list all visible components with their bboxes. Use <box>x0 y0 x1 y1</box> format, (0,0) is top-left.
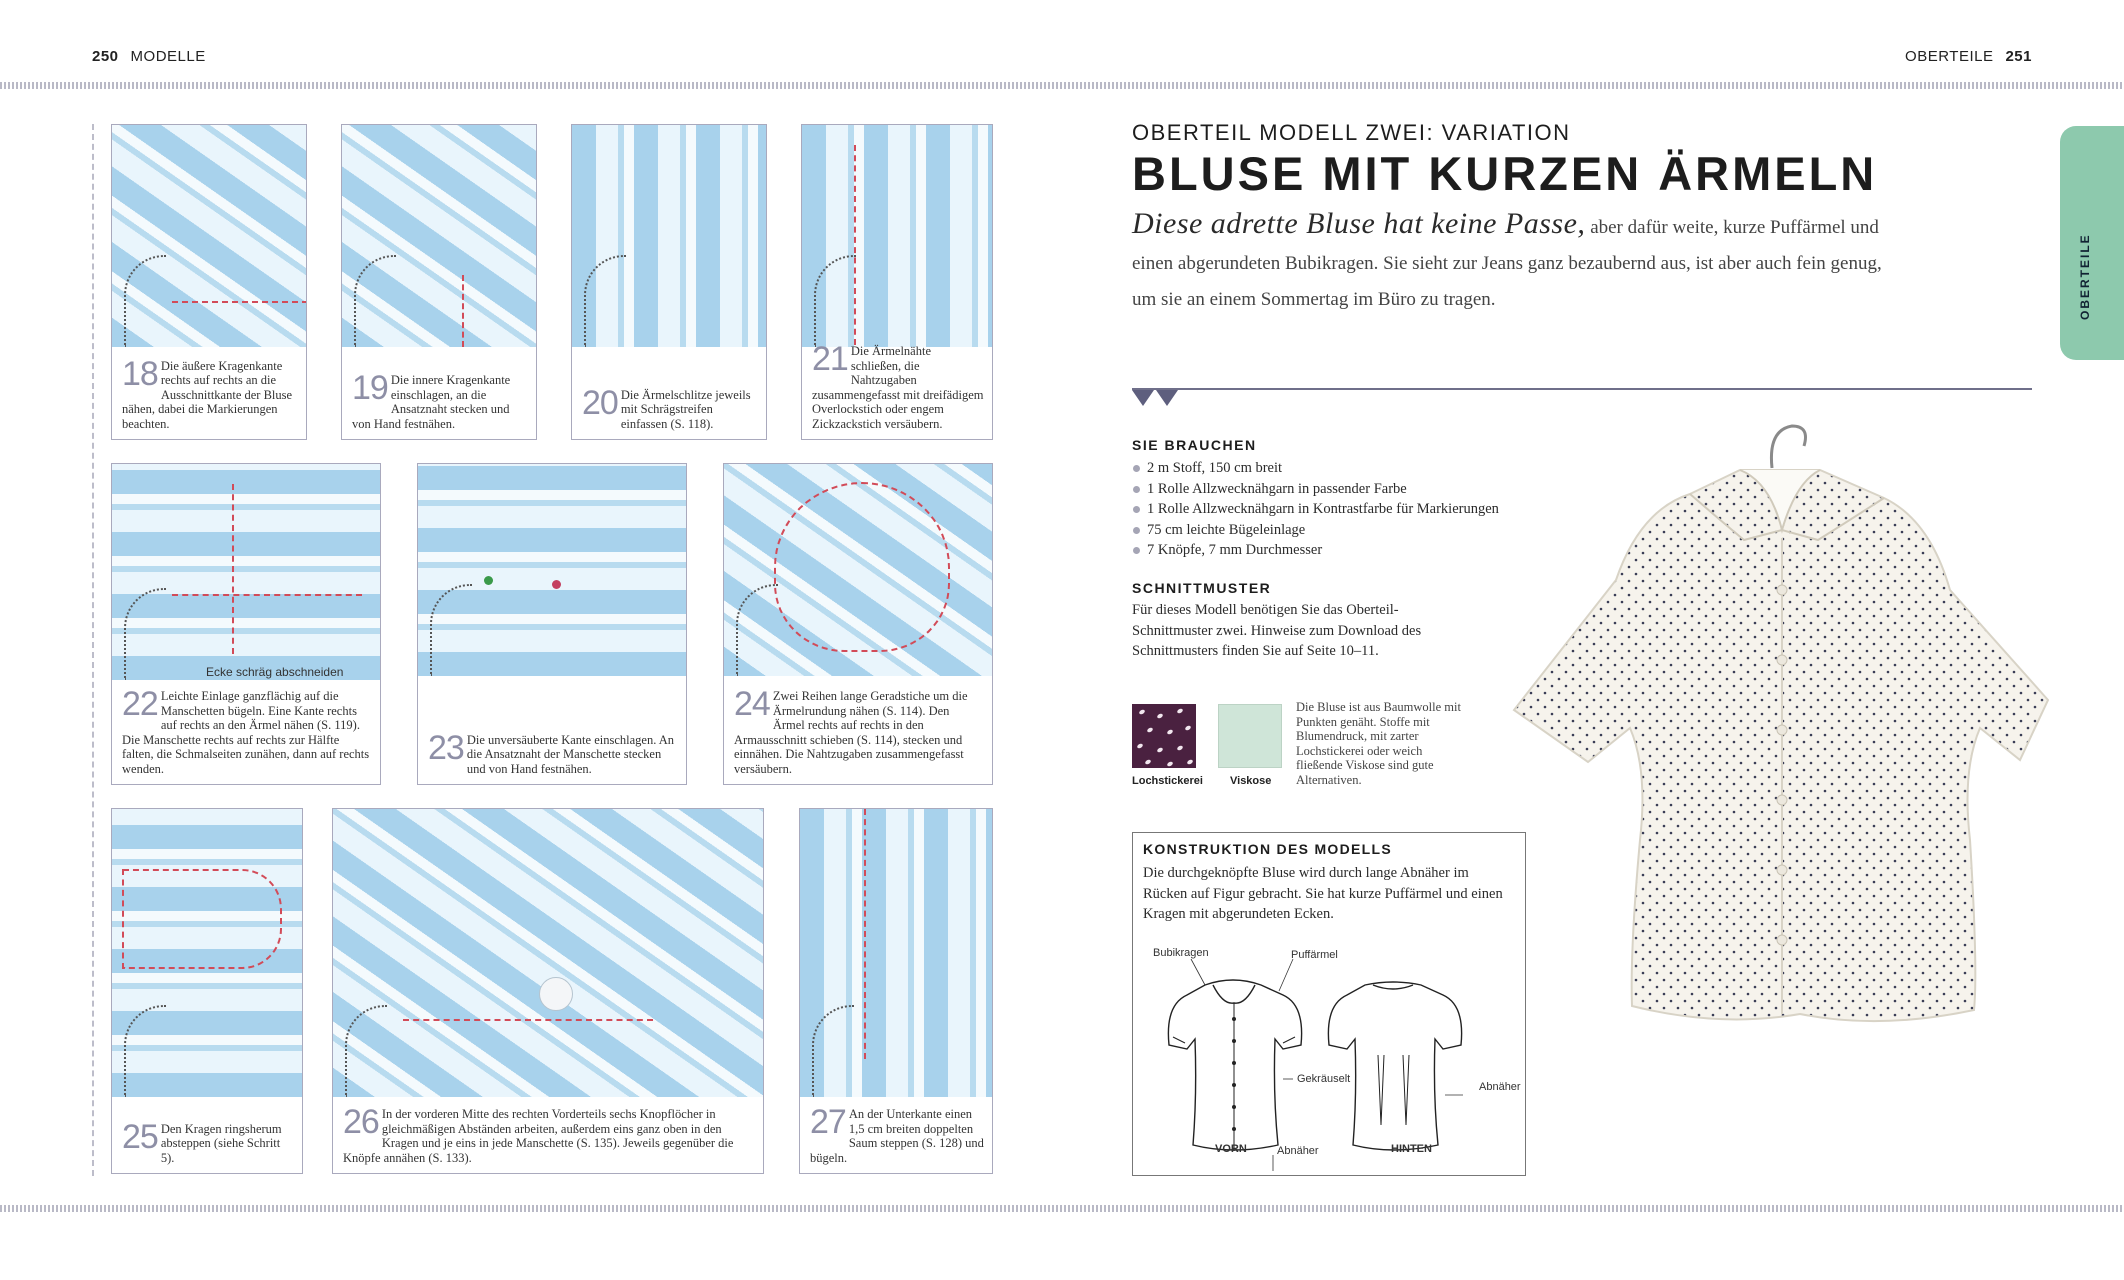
back-blouse-outline <box>1328 982 1461 1150</box>
step-19-number: 19 <box>352 369 388 407</box>
step-24-photo <box>724 464 992 676</box>
step-25-card <box>111 808 303 1174</box>
needs-heading: SIE BRAUCHEN <box>1132 437 1257 453</box>
side-tab-label: OBERTEILE <box>2078 233 2092 320</box>
needs-item: 75 cm leichte Bügeleinlage <box>1132 520 1499 541</box>
step-24-text: Zwei Reihen lange Geradstiche um die Ärmelrundung nähen (S. 114). Den Ärmel rechts auf rechts in den Armausschnitt schieben (S. 114), stecken und einnähen. Die Nahtzugaben zusammengefasst versäubern. <box>734 689 968 776</box>
swatch-label-viscose: Viskose <box>1230 775 1272 787</box>
step-22-photo <box>112 464 380 680</box>
shirt-button <box>539 977 573 1011</box>
blouse-photo <box>1500 410 2050 1030</box>
step-25-number: 25 <box>122 1117 158 1156</box>
fabric-swatch-eyelet <box>1132 704 1196 768</box>
label-vorn: VORN <box>1215 1143 1247 1155</box>
step-22-text: Leichte Einlage ganzflächig auf die Manschetten bügeln. Eine Kante rechts auf rechts an den Ärmel nähen (S. 119). Die Manschette rechts auf rechts zur Hälfte falten, die Schmalseiten zunähen, dann auf rechts wenden. <box>122 689 370 776</box>
triangle-marker-2 <box>1156 390 1178 406</box>
step-27-card <box>799 808 993 1174</box>
step-26-text: In der vorderen Mitte des rechten Vorderteils sechs Knopflöcher in gleichmäßigen Abständen arbeiten, außerdem eins ganz oben in den Kragen und je eins in jede Manschette (S. 135). Jeweils gegenüber die Knöpfe annähen (S. 133). <box>343 1107 734 1165</box>
step-26-caption <box>343 1103 755 1165</box>
construction-text: Die durchgeknöpfte Bluse wird durch lange Abnäher im Rücken auf Figur gebracht. Sie hat kurze Puffärmel und einen Kragen mit abgerundeten Ecken. <box>1143 865 1503 922</box>
step-18-photo <box>112 125 306 347</box>
needs-item: 1 Rolle Allzwecknähgarn in Kontrastfarbe für Markierungen <box>1132 499 1499 520</box>
construction-heading: KONSTRUKTION DES MODELLS <box>1143 841 1392 857</box>
article-kicker: OBERTEIL MODELL ZWEI: VARIATION <box>1132 120 1571 145</box>
label-hinten: HINTEN <box>1391 1143 1432 1155</box>
left-page-number: 250 <box>92 48 119 65</box>
step-25-text: Den Kragen ringsherum absteppen (siehe Schritt 5). <box>160 1121 282 1165</box>
pattern-heading: SCHNITTMUSTER <box>1132 580 1272 596</box>
step-22-caption <box>122 685 372 776</box>
hanger-hook <box>1771 426 1805 468</box>
label-abnaher-back: Abnäher <box>1479 1081 1521 1093</box>
step-23-caption <box>428 728 678 777</box>
step-23-number: 23 <box>428 728 464 767</box>
step-19-text: Die innere Kragenkante einschlagen, an die Ansatznaht stecken und von Hand festnähen. <box>352 373 511 431</box>
pattern-text: Für dieses Modell benötigen Sie das Oberteil-Schnittmuster zwei. Hinweise zum Download des Schnittmusters finden Sie auf Seite 10–11. <box>1132 602 1422 659</box>
step-18-caption <box>122 354 298 432</box>
swatch-label-eyelet: Lochstickerei <box>1132 775 1203 787</box>
step-20-number: 20 <box>582 383 618 422</box>
label-bubikragen: Bubikragen <box>1153 947 1209 959</box>
step-20-card <box>571 124 767 440</box>
step-21-caption <box>812 340 984 431</box>
step-21-photo <box>802 125 992 347</box>
needs-item: 1 Rolle Allzwecknähgarn in passender Farbe <box>1132 479 1499 500</box>
right-page-header <box>1905 48 2032 65</box>
step-23-text: Die unversäuberte Kante einschlagen. An die Ansatznaht der Manschette stecken und von Hand festnähen. <box>466 732 675 776</box>
right-section-title: OBERTEILE <box>1905 48 1994 65</box>
step-24-card <box>723 463 993 785</box>
section-divider <box>1132 388 2032 390</box>
step-24-caption <box>734 685 984 776</box>
step-22-card <box>111 463 381 785</box>
step-21-number: 21 <box>812 340 848 378</box>
top-dotted-rule <box>0 82 2124 89</box>
technical-drawing <box>1133 945 1525 1175</box>
step-27-text: An der Unterkante einen 1,5 cm breiten doppelten Saum steppen (S. 128) und bügeln. <box>810 1107 984 1165</box>
needs-list <box>1132 458 1499 561</box>
step-25-caption <box>122 1117 294 1166</box>
step-20-caption <box>582 383 758 432</box>
step-26-card <box>332 808 764 1174</box>
intro-script-lead: Diese adrette Bluse hat keine Passe, <box>1132 207 1586 240</box>
step-23-photo <box>418 464 686 676</box>
triangle-marker-1 <box>1132 390 1154 406</box>
step-22-number: 22 <box>122 685 158 723</box>
step-20-photo <box>572 125 766 347</box>
needs-item: 7 Knöpfe, 7 mm Durchmesser <box>1132 540 1499 561</box>
step-27-number: 27 <box>810 1103 846 1141</box>
step-24-number: 24 <box>734 685 770 723</box>
step-19-caption <box>352 369 528 431</box>
step-26-number: 26 <box>343 1103 379 1141</box>
section-side-tab <box>2060 126 2124 360</box>
label-abnaher-front: Abnäher <box>1277 1145 1319 1157</box>
left-dashed-guide <box>92 124 94 1176</box>
step-25-photo <box>112 809 302 1097</box>
step-18-number: 18 <box>122 354 158 393</box>
step-19-photo <box>342 125 536 347</box>
step-27-caption <box>810 1103 984 1165</box>
construction-box <box>1132 832 1526 1176</box>
step-18-text: Die äußere Kragenkante rechts auf rechts an die Ausschnittkante der Bluse nähen, dabei die Markierungen beachten. <box>122 358 293 431</box>
needs-item: 2 m Stoff, 150 cm breit <box>1132 458 1499 479</box>
step-18-card <box>111 124 307 440</box>
label-puffarmel: Puffärmel <box>1291 949 1338 961</box>
step-27-photo <box>800 809 992 1097</box>
step-19-card <box>341 124 537 440</box>
eyelet-pattern <box>1132 704 1196 768</box>
label-gekrauselt: Gekräuselt <box>1297 1073 1351 1085</box>
step-23-card <box>417 463 687 785</box>
left-section-title: MODELLE <box>130 48 206 65</box>
step-20-text: Die Ärmelschlitze jeweils mit Schrägstreifen einfassen (S. 118). <box>620 387 751 431</box>
intro-body: aber dafür weite, kurze Puffärmel und einen abgerundeten Bubikragen. Sie sieht zur Jeans ganz bezaubernd aus, ist aber auch fein genug, um sie an einem Sommertag im Büro zu tragen. <box>1132 217 1882 310</box>
fabric-note: Die Bluse ist aus Baumwolle mit Punkten genäht. Stoffe mit Blumendruck, mit zarter Lochstickerei oder weich fließende Viskose sind gute Alternativen. <box>1296 700 1461 787</box>
pin-head-red <box>552 580 561 589</box>
step-21-text: Die Ärmelnähte schließen, die Nahtzugaben zusammengefasst mit dreifädigem Overlockstich oder engem Zickzackstich versäubern. <box>812 344 984 431</box>
front-blouse-outline <box>1168 980 1301 1150</box>
article-intro <box>1132 206 1892 318</box>
fabric-swatch-viscose <box>1218 704 1282 768</box>
pin-head-green <box>484 576 493 585</box>
step-26-photo <box>333 809 763 1097</box>
article-title: BLUSE MIT KURZEN ÄRMELN <box>1132 147 1878 200</box>
bottom-dotted-rule <box>0 1205 2124 1212</box>
step-21-card <box>801 124 993 440</box>
left-page-header <box>92 48 206 65</box>
cut-corner-note: Ecke schräg abschneiden <box>206 665 344 679</box>
right-page-number: 251 <box>2005 48 2032 65</box>
